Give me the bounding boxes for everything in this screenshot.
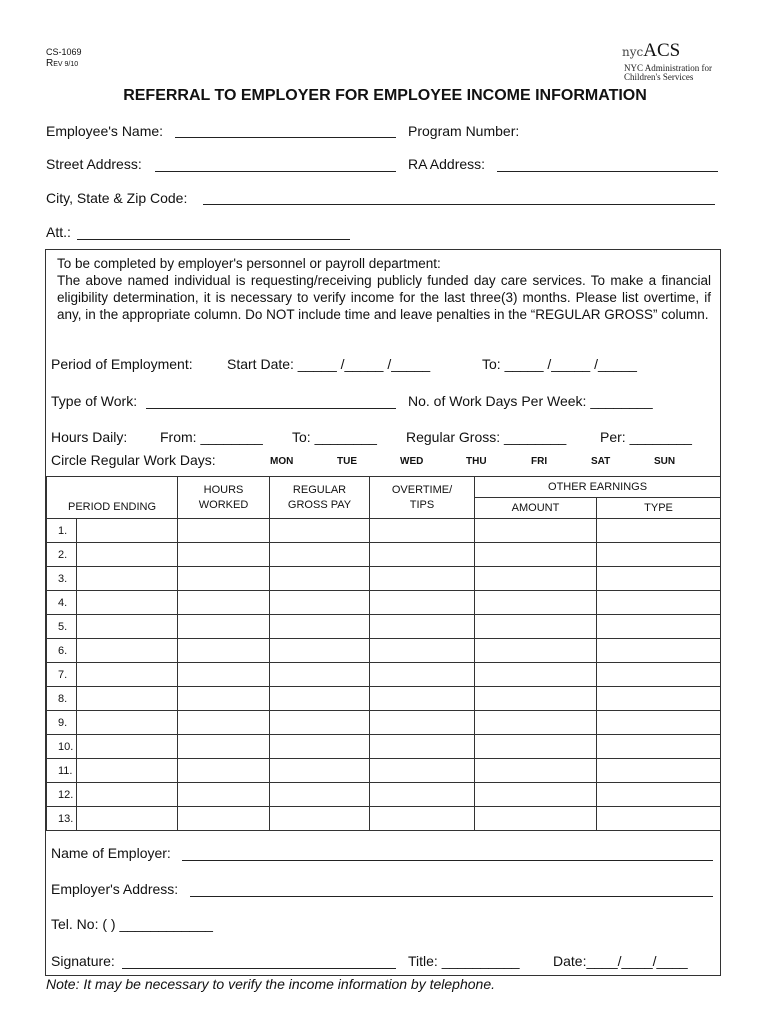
date-field[interactable]: Date:____/____/____ xyxy=(553,953,688,969)
employer-name-field[interactable] xyxy=(182,860,713,861)
day-thu[interactable]: THU xyxy=(466,456,487,467)
row-number: 1. xyxy=(47,519,77,543)
period-ending-cell[interactable] xyxy=(77,663,178,687)
ra-address-label: RA Address: xyxy=(408,156,486,172)
row-number: 7. xyxy=(47,663,77,687)
amount-cell[interactable] xyxy=(475,735,597,759)
logo-line1: NYC Administration for xyxy=(624,63,712,73)
table-row xyxy=(47,687,721,711)
hours-worked-cell[interactable] xyxy=(178,807,270,831)
col-period-ending: PERIOD ENDING xyxy=(47,477,178,519)
period-ending-cell[interactable] xyxy=(77,567,178,591)
col-amount: AMOUNT xyxy=(475,498,597,519)
col-regular-gross xyxy=(270,477,370,519)
employer-address-label: Employer's Address: xyxy=(51,881,179,897)
table-row xyxy=(47,807,721,831)
amount-cell[interactable] xyxy=(475,543,597,567)
type-cell[interactable] xyxy=(597,639,721,663)
logo-nyc: nyc xyxy=(622,45,644,59)
col-overtime-tips xyxy=(370,477,475,519)
overtime-cell[interactable] xyxy=(370,543,475,567)
city-state-zip-label: City, State & Zip Code: xyxy=(46,190,188,206)
tel-field[interactable]: Tel. No: ( ) ____________ xyxy=(51,916,213,932)
period-ending-cell[interactable] xyxy=(77,543,178,567)
street-address-label: Street Address: xyxy=(46,156,142,172)
col-type: TYPE xyxy=(597,498,721,519)
day-fri[interactable]: FRI xyxy=(531,456,548,467)
overtime-cell[interactable] xyxy=(370,615,475,639)
regular-gross-field[interactable]: Regular Gross: ________ xyxy=(406,429,567,445)
amount-cell[interactable] xyxy=(475,639,597,663)
amount-cell[interactable] xyxy=(475,591,597,615)
row-number: 13. xyxy=(47,807,77,831)
hours-worked-cell[interactable] xyxy=(178,663,270,687)
row-number: 8. xyxy=(47,687,77,711)
period-ending-cell[interactable] xyxy=(77,639,178,663)
col-hours-worked xyxy=(178,477,270,519)
day-tue[interactable]: TUE xyxy=(337,456,357,467)
circle-days-label: Circle Regular Work Days: xyxy=(51,452,216,468)
day-wed[interactable]: WED xyxy=(400,456,424,467)
revision xyxy=(46,58,78,70)
hours-worked-cell[interactable] xyxy=(178,735,270,759)
table-row xyxy=(47,543,721,567)
type-cell[interactable] xyxy=(597,735,721,759)
type-cell[interactable] xyxy=(597,759,721,783)
instructions-paragraph: The above named individual is requesting/receiving publicly funded day care services. To make a financial eligibility determination, it is necessary to verify income for the last three(3) months. Please list overtime, if any, in the appropriate column. Do NOT include time and leave penalties in the “REGULAR GROSS” column. xyxy=(57,273,711,322)
table-row xyxy=(47,567,721,591)
period-ending-cell[interactable] xyxy=(77,687,178,711)
hours-to-field[interactable]: To: ________ xyxy=(292,429,377,445)
row-number: 4. xyxy=(47,591,77,615)
hours-from-field[interactable]: From: ________ xyxy=(160,429,263,445)
hours-worked-cell[interactable] xyxy=(178,783,270,807)
day-sun[interactable]: SUN xyxy=(654,456,676,467)
row-number: 12. xyxy=(47,783,77,807)
hours-worked-cell[interactable] xyxy=(178,711,270,735)
col-regular-line2: GROSS PAY xyxy=(287,498,352,511)
page-title: REFERRAL TO EMPLOYER FOR EMPLOYEE INCOME INFORMATION xyxy=(123,87,647,104)
period-ending-cell[interactable] xyxy=(77,615,178,639)
table-row xyxy=(47,711,721,735)
hours-worked-cell[interactable] xyxy=(178,543,270,567)
type-of-work-field[interactable] xyxy=(146,408,396,409)
hours-worked-cell[interactable] xyxy=(178,615,270,639)
row-number: 5. xyxy=(47,615,77,639)
overtime-cell[interactable] xyxy=(370,519,475,543)
period-ending-cell[interactable] xyxy=(77,759,178,783)
regular-gross-cell[interactable] xyxy=(270,591,370,615)
regular-gross-cell[interactable] xyxy=(270,615,370,639)
overtime-cell[interactable] xyxy=(370,759,475,783)
overtime-cell[interactable] xyxy=(370,687,475,711)
acs-logo xyxy=(622,40,680,62)
row-number: 11. xyxy=(47,759,77,783)
hours-worked-cell[interactable] xyxy=(178,567,270,591)
regular-gross-cell[interactable] xyxy=(270,783,370,807)
logo-line2: Children's Services xyxy=(624,72,694,82)
day-mon[interactable]: MON xyxy=(270,456,294,467)
type-cell[interactable] xyxy=(597,807,721,831)
signature-label: Signature: xyxy=(51,953,115,969)
type-cell[interactable] xyxy=(597,663,721,687)
amount-cell[interactable] xyxy=(475,519,597,543)
footer-note: Note: It may be necessary to verify the income information by telephone. xyxy=(46,976,496,992)
title-field[interactable]: Title: __________ xyxy=(408,953,520,969)
overtime-cell[interactable] xyxy=(370,807,475,831)
table-header-row xyxy=(47,477,721,498)
att-label: Att.: xyxy=(46,224,71,240)
period-ending-cell[interactable] xyxy=(77,519,178,543)
regular-gross-cell[interactable] xyxy=(270,711,370,735)
hours-worked-cell[interactable] xyxy=(178,639,270,663)
type-cell[interactable] xyxy=(597,519,721,543)
regular-gross-cell[interactable] xyxy=(270,639,370,663)
period-ending-cell[interactable] xyxy=(77,783,178,807)
amount-cell[interactable] xyxy=(475,663,597,687)
amount-cell[interactable] xyxy=(475,759,597,783)
hours-worked-cell[interactable] xyxy=(178,759,270,783)
regular-gross-cell[interactable] xyxy=(270,519,370,543)
day-sat[interactable]: SAT xyxy=(591,456,611,467)
regular-gross-cell[interactable] xyxy=(270,663,370,687)
row-number: 9. xyxy=(47,711,77,735)
type-cell[interactable] xyxy=(597,591,721,615)
ra-address-field[interactable] xyxy=(497,171,718,172)
overtime-cell[interactable] xyxy=(370,663,475,687)
period-ending-cell[interactable] xyxy=(77,591,178,615)
table-row xyxy=(47,519,721,543)
table-row xyxy=(47,663,721,687)
table-row xyxy=(47,615,721,639)
signature-field[interactable] xyxy=(122,968,396,969)
employee-name-field[interactable] xyxy=(175,137,396,138)
type-cell[interactable] xyxy=(597,567,721,591)
att-field[interactable] xyxy=(77,239,350,240)
type-of-work-label: Type of Work: xyxy=(51,393,138,409)
table-row xyxy=(47,735,721,759)
revision-rest: EV 9/10 xyxy=(53,61,79,68)
earnings-table xyxy=(46,476,721,831)
col-regular-line1: REGULAR xyxy=(292,483,347,496)
employee-name-label: Employee's Name: xyxy=(46,123,164,139)
logo-acs: ACS xyxy=(643,40,681,61)
period-ending-cell[interactable] xyxy=(77,711,178,735)
type-cell[interactable] xyxy=(597,783,721,807)
program-number-label: Program Number: xyxy=(408,123,520,139)
type-cell[interactable] xyxy=(597,687,721,711)
hours-worked-cell[interactable] xyxy=(178,591,270,615)
regular-gross-cell[interactable] xyxy=(270,687,370,711)
overtime-cell[interactable] xyxy=(370,591,475,615)
col-hours-line2: WORKED xyxy=(198,498,249,511)
form-number: CS-1069 xyxy=(46,47,82,57)
type-cell[interactable] xyxy=(597,543,721,567)
work-days-field[interactable]: No. of Work Days Per Week: ________ xyxy=(408,393,653,409)
table-row xyxy=(47,639,721,663)
regular-gross-cell[interactable] xyxy=(270,543,370,567)
start-date-field[interactable]: Start Date: _____ /_____ /_____ xyxy=(227,356,431,372)
revision-prefix: R xyxy=(46,58,54,69)
period-ending-cell[interactable] xyxy=(77,807,178,831)
regular-gross-cell[interactable] xyxy=(270,567,370,591)
overtime-cell[interactable] xyxy=(370,783,475,807)
regular-gross-cell[interactable] xyxy=(270,807,370,831)
amount-cell[interactable] xyxy=(475,711,597,735)
table-row xyxy=(47,759,721,783)
overtime-cell[interactable] xyxy=(370,735,475,759)
regular-gross-cell[interactable] xyxy=(270,759,370,783)
overtime-cell[interactable] xyxy=(370,711,475,735)
col-other-earnings: OTHER EARNINGS xyxy=(475,477,721,498)
employer-address-field[interactable] xyxy=(190,896,713,897)
amount-cell[interactable] xyxy=(475,687,597,711)
regular-gross-cell[interactable] xyxy=(270,735,370,759)
city-state-zip-field[interactable] xyxy=(203,204,715,205)
hours-daily-label: Hours Daily: xyxy=(51,429,128,445)
col-overtime-line1: OVERTIME/ xyxy=(391,483,453,496)
row-number: 2. xyxy=(47,543,77,567)
street-address-field[interactable] xyxy=(155,171,396,172)
employer-name-label: Name of Employer: xyxy=(51,845,171,861)
amount-cell[interactable] xyxy=(475,615,597,639)
amount-cell[interactable] xyxy=(475,807,597,831)
row-number: 10. xyxy=(47,735,77,759)
overtime-cell[interactable] xyxy=(370,639,475,663)
row-number: 6. xyxy=(47,639,77,663)
hours-worked-cell[interactable] xyxy=(178,687,270,711)
instructions xyxy=(57,255,711,323)
instructions-line1: To be completed by employer's personnel or payroll department: xyxy=(57,256,441,271)
per-field[interactable]: Per: ________ xyxy=(600,429,692,445)
amount-cell[interactable] xyxy=(475,783,597,807)
col-hours-line1: HOURS xyxy=(203,483,244,496)
period-employment-label: Period of Employment: xyxy=(51,356,193,372)
type-cell[interactable] xyxy=(597,711,721,735)
hours-worked-cell[interactable] xyxy=(178,519,270,543)
period-ending-cell[interactable] xyxy=(77,735,178,759)
amount-cell[interactable] xyxy=(475,567,597,591)
overtime-cell[interactable] xyxy=(370,567,475,591)
table-row xyxy=(47,591,721,615)
row-number: 3. xyxy=(47,567,77,591)
type-cell[interactable] xyxy=(597,615,721,639)
table-row xyxy=(47,783,721,807)
end-date-field[interactable]: To: _____ /_____ /_____ xyxy=(482,356,637,372)
col-overtime-line2: TIPS xyxy=(409,498,435,511)
